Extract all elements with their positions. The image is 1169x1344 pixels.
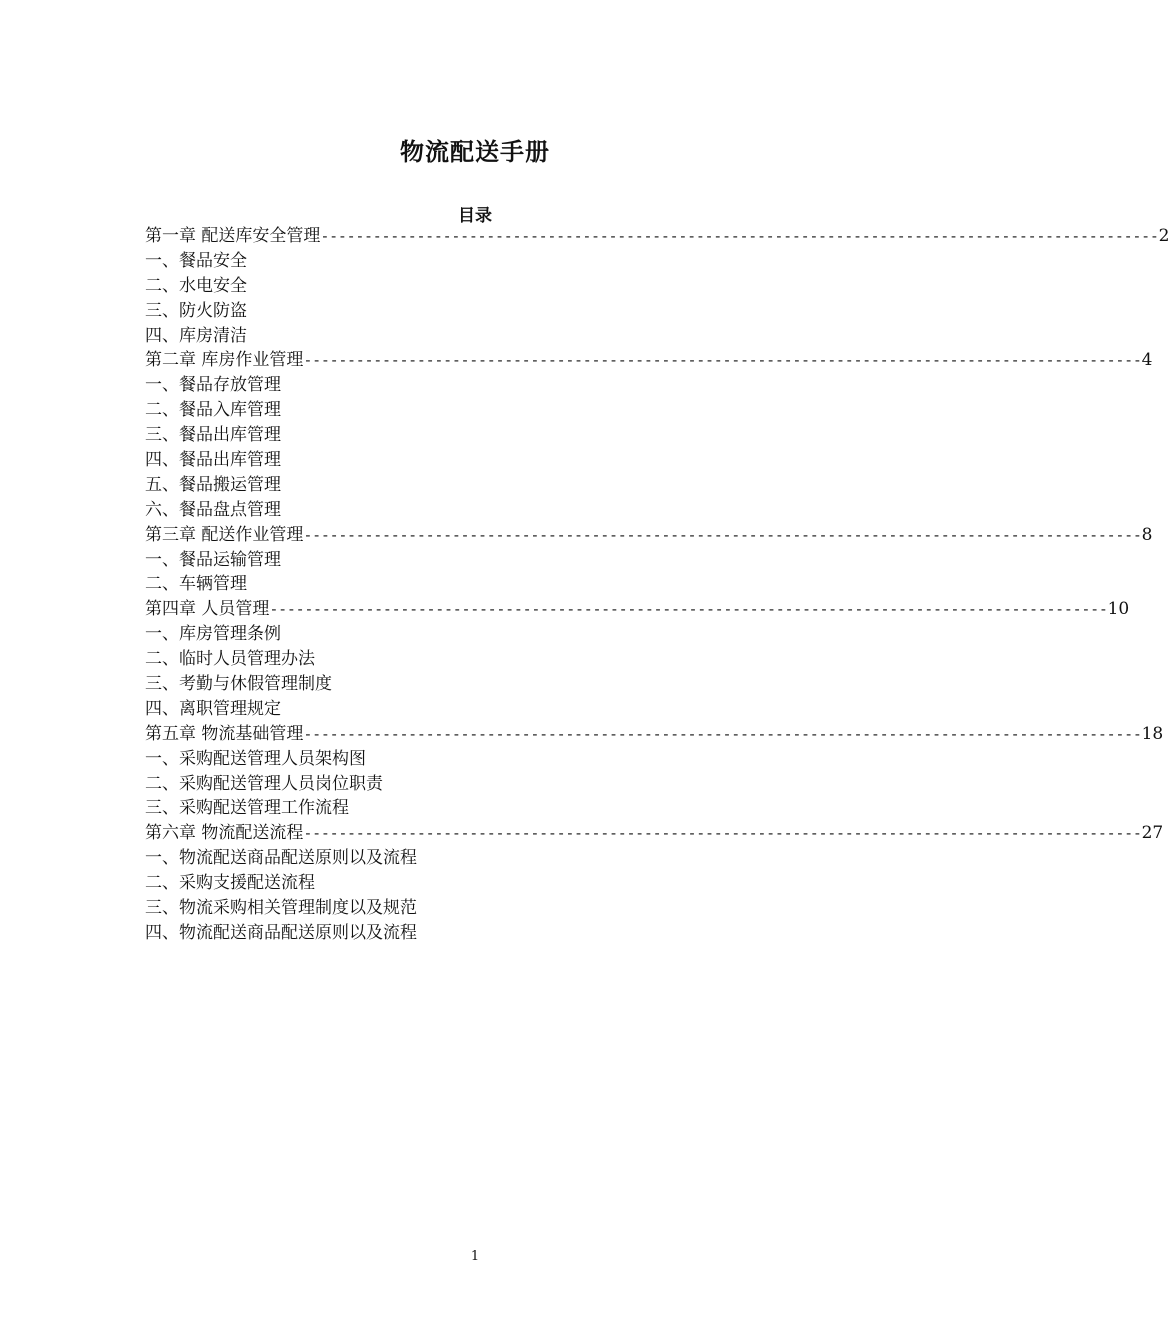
toc-label: 三、物流采购相关管理制度以及规范 [145,898,417,919]
toc-page-number: 4 [1141,350,1153,371]
toc-page-number: 2 [1158,226,1169,246]
toc-item[interactable] [145,647,757,672]
toc-item[interactable] [145,921,757,946]
toc-item[interactable] [145,498,757,523]
toc-label: 三、餐品出库管理 [145,425,281,446]
toc-item[interactable] [145,697,757,722]
toc-chapter-4[interactable] [145,597,1130,622]
toc-item[interactable] [145,672,757,697]
toc-item[interactable] [145,324,757,349]
toc-label: 一、餐品安全 [145,250,247,271]
toc-item[interactable] [145,423,757,448]
toc-label: 三、防火防盗 [145,300,247,321]
toc-page-number: 10 [1107,599,1130,620]
toc-label: 四、库房清洁 [145,325,247,346]
toc-chapter-6[interactable] [145,821,1164,846]
toc-label: 第三章 配送作业管理 [145,524,304,545]
toc-chapter-3[interactable] [145,523,1153,548]
toc-item[interactable] [145,796,757,821]
toc-item[interactable] [145,249,757,274]
toc-item[interactable] [145,846,757,871]
toc-label: 一、餐品存放管理 [145,375,281,396]
toc-page-number: 18 [1141,723,1164,744]
toc-item[interactable] [145,548,757,573]
page-number: 1 [470,1249,480,1264]
toc-item[interactable] [145,398,757,423]
toc-label: 第四章 人员管理 [145,599,270,620]
toc-label: 第二章 库房作业管理 [145,350,304,371]
toc-label: 三、采购配送管理工作流程 [145,798,349,819]
toc-label: 一、餐品运输管理 [145,549,281,570]
toc-label: 一、采购配送管理人员架构图 [145,748,366,769]
toc-leader: ------------------------------------------------------------------------------------------------ [269,600,1108,619]
toc-label: 四、离职管理规定 [145,698,281,719]
toc-label: 二、采购支援配送流程 [145,873,315,894]
toc-chapter-5[interactable] [145,722,1164,747]
toc-label: 四、物流配送商品配送原则以及流程 [145,922,417,943]
toc-item[interactable] [145,274,757,299]
toc-label: 一、库房管理条例 [145,624,281,645]
toc-page-number: 8 [1141,524,1153,545]
toc-label: 第六章 物流配送流程 [145,823,304,844]
toc-item[interactable] [145,747,757,772]
toc-label: 第一章 配送库安全管理 [145,226,321,246]
toc-leader: ------------------------------------------------------------------------------------------------ [303,824,1142,843]
toc-label: 一、物流配送商品配送原则以及流程 [145,848,417,869]
toc-item[interactable] [145,299,757,324]
toc-item[interactable] [145,373,757,398]
toc-item[interactable] [145,871,757,896]
table-of-contents [145,224,1169,946]
toc-item[interactable] [145,896,757,921]
toc-label: 二、餐品入库管理 [145,400,281,421]
toc-item[interactable] [145,448,757,473]
toc-leader: ------------------------------------------------------------------------------------------------ [303,724,1142,743]
toc-chapter-1[interactable] [145,224,1169,249]
toc-item[interactable] [145,622,757,647]
toc-label: 三、考勤与休假管理制度 [145,674,332,695]
toc-heading: 目录 [458,206,492,226]
document-title: 物流配送手册 [400,138,550,166]
toc-leader: ------------------------------------------------------------------------------------------------ [320,227,1159,245]
toc-label: 六、餐品盘点管理 [145,499,281,520]
toc-label: 二、水电安全 [145,275,247,296]
toc-item[interactable] [145,772,757,797]
toc-label: 二、采购配送管理人员岗位职责 [145,773,383,794]
toc-item[interactable] [145,572,757,597]
toc-label: 五、餐品搬运管理 [145,474,281,495]
toc-page-number: 27 [1141,823,1164,844]
toc-label: 二、临时人员管理办法 [145,649,315,670]
toc-label: 四、餐品出库管理 [145,450,281,471]
toc-leader: ------------------------------------------------------------------------------------------------ [303,525,1142,544]
toc-chapter-2[interactable] [145,348,1153,373]
toc-label: 第五章 物流基础管理 [145,723,304,744]
toc-item[interactable] [145,473,757,498]
toc-leader: ------------------------------------------------------------------------------------------------ [303,351,1142,370]
toc-label: 二、车辆管理 [145,574,247,595]
